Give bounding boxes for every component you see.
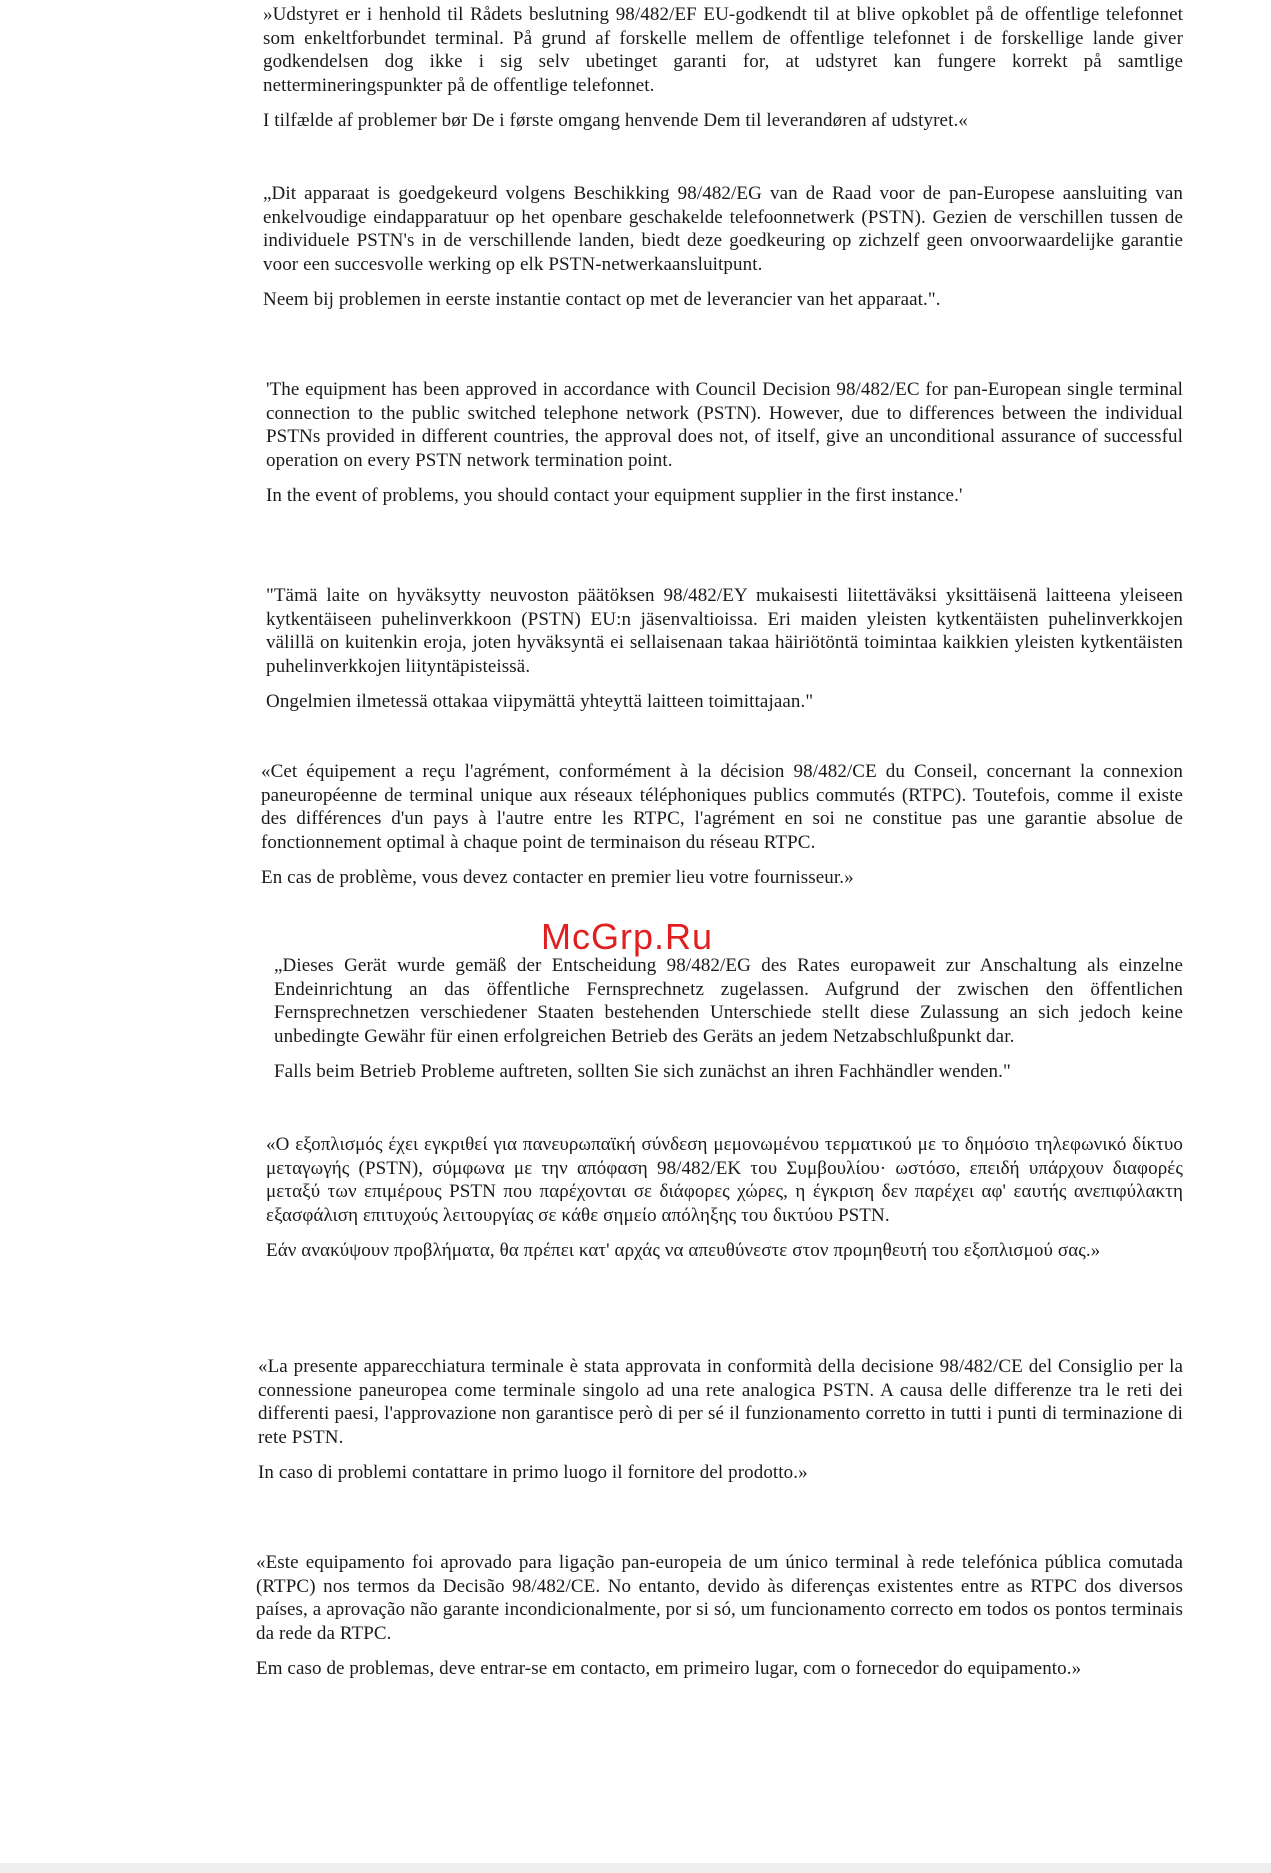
finnish-paragraph-2: Ongelmien ilmetessä ottakaa viipymättä yhteyttä laitteen toimittajaan." xyxy=(266,691,814,712)
section-greek xyxy=(266,1133,1183,1263)
french-paragraph-2: En cas de problème, vous devez contacter en premier lieu votre fournisseur.» xyxy=(261,867,854,888)
section-german xyxy=(274,954,1183,1084)
english-paragraph-2: In the event of problems, you should contact your equipment supplier in the first instance.' xyxy=(266,485,963,506)
section-dutch xyxy=(263,182,1183,312)
french-paragraph-1: «Cet équipement a reçu l'agrément, conformément à la décision 98/482/CE du Conseil, concernant la connexion paneuropéenne de terminal unique aux réseaux téléphoniques publics commutés (RTPC). Toutefois, comme il existe des différences d'un pays à l'autre entre les RTPC, l'agrément en soi ne constitue pas une garantie absolue de fonctionnement optimal à chaque point de terminaison du réseau RTPC. xyxy=(261,761,1183,853)
section-finnish xyxy=(266,584,1183,714)
portuguese-paragraph-2: Em caso de problemas, deve entrar-se em contacto, em primeiro lugar, com o fornecedor do equipamento.» xyxy=(256,1658,1082,1679)
danish-paragraph-2: I tilfælde af problemer bør De i første omgang henvende Dem til leverandøren af udstyret.« xyxy=(263,110,968,131)
section-english xyxy=(266,378,1183,508)
section-italian xyxy=(258,1355,1183,1485)
german-paragraph-2: Falls beim Betrieb Probleme auftreten, sollten Sie sich zunächst an ihren Fachhändler wenden." xyxy=(274,1061,1011,1082)
danish-paragraph-1: »Udstyret er i henhold til Rådets beslutning 98/482/EF EU-godkendt til at blive opkoblet på de offentlige telefonnet som enkeltforbundet terminal. På grund af forskelle mellem de offentlige telefonnet i de forskellige lande giver godkendelsen dog ikke i sig selv ubetinget garanti for, at udstyret kan fungere korrekt på samtlige nettermineringspunkter på de offentlige telefonnet. xyxy=(263,4,1183,96)
german-paragraph-1: „Dieses Gerät wurde gemäß der Entscheidung 98/482/EG des Rates europaweit zur Anschaltung als einzelne Endeinrichtung an das öffentliche Fernsprechnetz zugelassen. Aufgrund der zwischen den öffentlichen Fernsprechnetzen verschiedener Staaten bestehenden Unterschiede stellt diese Zulassung an sich jedoch keine unbedingte Gewähr für einen erfolgreichen Betrieb des Geräts an jedem Netzabschlußpunkt dar. xyxy=(274,955,1183,1047)
dutch-paragraph-2: Neem bij problemen in eerste instantie contact op met de leverancier van het apparaat.". xyxy=(263,289,941,310)
dutch-paragraph-1: „Dit apparaat is goedgekeurd volgens Beschikking 98/482/EG van de Raad voor de pan-Europese aansluiting van enkelvoudige eindapparatuur op het openbare geschakelde telefoonnetwerk (PSTN). Gezien de verschillen tussen de individuele PSTN's in de verschillende landen, biedt deze goedkeuring op zichzelf geen onvoorwaardelijke garantie voor een succesvolle werking op elk PSTN-netwerkaansluitpunt. xyxy=(263,183,1183,275)
italian-paragraph-1: «La presente apparecchiatura terminale è stata approvata in conformità della decisione 98/482/CE del Consiglio per la connessione paneuropea come terminale singolo ad una rete analogica PSTN. A causa delle differenze tra le reti dei differenti paesi, l'approvazione non garantisce però di per sé il funzionamento corretto in tutti i punti di terminazione di rete PSTN. xyxy=(258,1356,1183,1448)
section-portuguese xyxy=(256,1551,1183,1681)
english-paragraph-1: 'The equipment has been approved in accordance with Council Decision 98/482/EC for pan-European single terminal connection to the public switched telephone network (PSTN). However, due to differences between the individual PSTNs provided in different countries, the approval does not, of itself, give an unconditional assurance of successful operation on every PSTN network termination point. xyxy=(266,379,1183,471)
page-bottom-bar xyxy=(0,1863,1271,1873)
greek-paragraph-2: Εάν ανακύψουν προβλήματα, θα πρέπει κατ' αρχάς να απευθύνεστε στον προμηθευτή του εξοπλισμού σας.» xyxy=(266,1240,1101,1261)
italian-paragraph-2: In caso di problemi contattare in primo luogo il fornitore del prodotto.» xyxy=(258,1462,808,1483)
section-french xyxy=(261,760,1183,890)
finnish-paragraph-1: "Tämä laite on hyväksytty neuvoston päätöksen 98/482/EY mukaisesti liitettäväksi yksittäisenä laitteena yleiseen kytkentäiseen puhelinverkkoon (PSTN) EU:n jäsenvaltioissa. Eri maiden yleisten kytkentäisten puhelinverkkojen välillä on kuitenkin eroja, joten hyväksyntä ei sellaisenaan takaa häiriötöntä toimintaa kaikkien yleisten kytkentäisten puhelinverkkojen liityntäpisteissä. xyxy=(266,585,1183,677)
portuguese-paragraph-1: «Este equipamento foi aprovado para ligação pan-europeia de um único terminal à rede telefónica pública comutada (RTPC) nos termos da Decisão 98/482/CE. No entanto, devido às diferenças existentes entre as RTPC dos diversos países, a aprovação não garante incondicionalmente, por si só, um funcionamento correcto em todos os pontos terminais da rede da RTPC. xyxy=(256,1552,1183,1644)
watermark-logo: McGrp.Ru xyxy=(541,916,714,957)
section-danish xyxy=(263,3,1183,133)
greek-paragraph-1: «Ο εξοπλισμός έχει εγκριθεί για πανευρωπαϊκή σύνδεση μεμονωμένου τερματικού με το δημόσιο τηλεφωνικό δίκτυο μεταγωγής (PSTN), σύμφωνα με την απόφαση 98/482/ΕΚ του Συμβουλίου· ωστόσο, επειδή υπάρχουν διαφορές μεταξύ των επιμέρους PSTN που παρέχονται σε διάφορες χώρες, η έγκριση δεν παρέχει αφ' εαυτής ανεπιφύλακτη εξασφάλιση επιτυχούς λειτουργίας σε κάθε σημείο απόληξης του δικτύου PSTN. xyxy=(266,1134,1183,1226)
